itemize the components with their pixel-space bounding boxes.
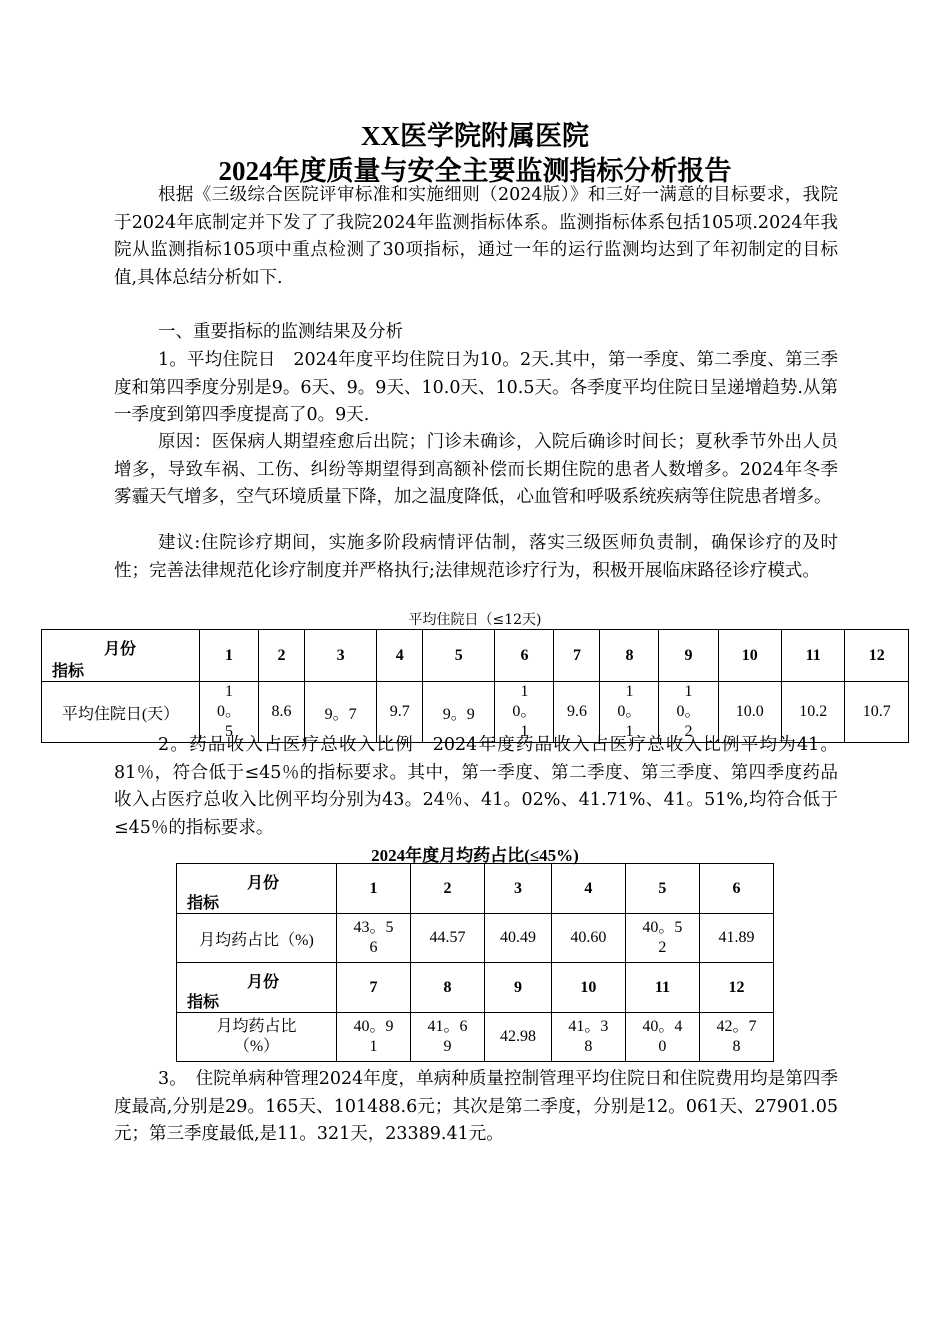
table2-month-cell: 10 bbox=[551, 963, 625, 1013]
table2-month-cell: 11 bbox=[625, 963, 699, 1013]
table1-month-cell: 1 bbox=[200, 630, 259, 682]
table2-value-cell bbox=[625, 914, 699, 963]
table1-month-cell: 6 bbox=[495, 630, 554, 682]
table1-value-cell: 9。7 bbox=[305, 682, 377, 743]
table1-month-cell: 7 bbox=[554, 630, 600, 682]
table2-month-cell: 7 bbox=[337, 963, 411, 1013]
table1-value: 10。1 bbox=[617, 683, 642, 740]
table1-value-cell: 8.6 bbox=[259, 682, 305, 743]
table2-value-cell: 40.49 bbox=[485, 914, 552, 963]
report-title-main: 2024年度质量与安全主要监测指标分析报告 bbox=[218, 156, 732, 186]
report-title-hospital: XX医学院附属医院 bbox=[361, 121, 589, 151]
table2-hdr-indicator: 指标 bbox=[187, 994, 220, 1011]
table1-corner-cell bbox=[42, 630, 200, 682]
table2-month-cell: 9 bbox=[485, 963, 552, 1013]
table1-month-cell: 2 bbox=[259, 630, 305, 682]
table1-month-cell: 11 bbox=[781, 630, 844, 682]
table2-value-cell: 41.89 bbox=[699, 914, 773, 963]
table2-value-cell: 42.98 bbox=[485, 1013, 552, 1062]
table2-hdr-month: 月份 bbox=[247, 875, 280, 892]
table2-header-row-a bbox=[177, 864, 774, 914]
table2-value-cell bbox=[337, 914, 411, 963]
suggestion-paragraph: 建议:住院诊疗期间，实施多阶段病情评估制，落实三级医师负责制，确保诊疗的及时性；完善法律规范化诊疗制度并严格执行;法律规范诊疗行为，积极开展临床路径诊疗模式。 bbox=[114, 533, 838, 581]
table2-row-label-b bbox=[177, 1013, 337, 1062]
table2-month-cell: 8 bbox=[411, 963, 485, 1013]
item3-paragraph: 3。 住院单病种管理2024年度，单病种质量控制管理平均住院日和住院费用均是第四季度最高,分别是29。165天、101488.6元；其次是第二季度，分别是12。061天、27901.05元；第三季度最低,是11。321天，23389.41元。 bbox=[114, 1069, 838, 1144]
table1-row-label: 平均住院日(天） bbox=[42, 682, 200, 743]
table-avg-stay bbox=[41, 629, 909, 743]
table2-value: 43。56 bbox=[353, 919, 394, 956]
table2-row-label-a: 月均药占比（%) bbox=[177, 914, 337, 963]
table1-month-cell: 12 bbox=[845, 630, 909, 682]
table2-value: 42。78 bbox=[716, 1018, 757, 1055]
table2-value: 41。69 bbox=[427, 1018, 468, 1055]
table2-value-cell bbox=[551, 1013, 625, 1062]
table2-month-cell: 6 bbox=[699, 864, 773, 914]
table2-value-cell: 40.60 bbox=[551, 914, 625, 963]
table2-value-cell bbox=[625, 1013, 699, 1062]
table2-value: 40。40 bbox=[642, 1018, 683, 1055]
table1-month-cell: 4 bbox=[377, 630, 423, 682]
table2-corner-cell-a bbox=[177, 864, 337, 914]
table1-value-cell: 9。9 bbox=[423, 682, 495, 743]
item1-paragraph: 1。平均住院日 2024年度平均住院日为10。2天.其中，第一季度、第二季度、第三季度和第四季度分别是9。6天、9。9天、10.0天、10.5天。各季度平均住院日呈递增趋势.从第一季度到第四季度提高了0。9天. bbox=[114, 350, 838, 425]
table1-month-cell: 10 bbox=[718, 630, 781, 682]
table2-corner-cell-b bbox=[177, 963, 337, 1013]
table1-value: 10。1 bbox=[512, 683, 537, 740]
table2-data-row-b bbox=[177, 1013, 774, 1062]
table1-value-cell: 10.2 bbox=[781, 682, 844, 743]
table2-month-cell: 12 bbox=[699, 963, 773, 1013]
table2-value: 41。38 bbox=[568, 1018, 609, 1055]
table1-value-cell: 10.0 bbox=[718, 682, 781, 743]
table2-value-cell bbox=[411, 1013, 485, 1062]
table1-value-cell: 10.7 bbox=[845, 682, 909, 743]
table2-month-cell: 3 bbox=[485, 864, 552, 914]
section-heading-1: 一、重要指标的监测结果及分析 bbox=[158, 322, 403, 342]
table2-data-row-a bbox=[177, 914, 774, 963]
table2-row-label-text: 月均药占比（%） bbox=[216, 1018, 297, 1055]
table2-header-row-b bbox=[177, 963, 774, 1013]
table2-month-cell: 5 bbox=[625, 864, 699, 914]
table-drug-ratio bbox=[176, 863, 774, 1062]
intro-paragraph: 根据《三级综合医院评审标准和实施细则（2024版）》和三好一满意的目标要求，我院于2024年底制定并下发了了我院2024年监测指标体系。监测指标体系包括105项.2024年我院从监测指标105项中重点检测了30项指标，通过一年的运行监测均达到了年初制定的目标值,具体总结分析如下. bbox=[114, 185, 838, 288]
table2-caption: 2024年度月均药占比(≤45%) bbox=[371, 846, 579, 865]
table1-month-cell: 9 bbox=[659, 630, 718, 682]
table2-hdr-month: 月份 bbox=[247, 974, 280, 991]
table1-value: 10。5 bbox=[217, 683, 242, 740]
table2-month-cell: 1 bbox=[337, 864, 411, 914]
table2-value: 40。91 bbox=[353, 1018, 394, 1055]
table2-hdr-indicator: 指标 bbox=[187, 895, 220, 912]
table2-value-cell: 44.57 bbox=[411, 914, 485, 963]
table1-hdr-indicator: 指标 bbox=[52, 663, 85, 680]
table2-month-cell: 4 bbox=[551, 864, 625, 914]
table2-month-cell: 2 bbox=[411, 864, 485, 914]
reason-paragraph: 原因：医保病人期望痊愈后出院；门诊未确诊，入院后确诊时间长；夏秋季节外出人员增多，导致车祸、工伤、纠纷等期望得到高额补偿而长期住院的患者人数增多。2024年冬季雾霾天气增多，空气环境质量下降，加之温度降低，心血管和呼吸系统疾病等住院患者增多。 bbox=[114, 432, 838, 507]
table1-header-row bbox=[42, 630, 909, 682]
table1-value-cell: 9.6 bbox=[554, 682, 600, 743]
table1-month-cell: 3 bbox=[305, 630, 377, 682]
table2-value: 40。52 bbox=[642, 919, 683, 956]
item2-paragraph: 2。药品收入占医疗总收入比例 2024年度药品收入占医疗总收入比例平均为41。81％，符合低于≤45％的指标要求。其中，第一季度、第二季度、第三季度、第四季度药品收入占医疗总收入比例平均分别为43。24％、41。02%、41.71%、41。51%,均符合低于≤45％的指标要求。 bbox=[114, 735, 838, 838]
table1-caption: 平均住院日（≤12天) bbox=[408, 612, 542, 628]
table1-value-cell: 9.7 bbox=[377, 682, 423, 743]
table1-hdr-month: 月份 bbox=[104, 641, 137, 658]
table1-month-cell: 8 bbox=[600, 630, 659, 682]
table2-value-cell bbox=[337, 1013, 411, 1062]
table1-value: 10。2 bbox=[676, 683, 701, 740]
table1-month-cell: 5 bbox=[423, 630, 495, 682]
table2-value-cell bbox=[699, 1013, 773, 1062]
